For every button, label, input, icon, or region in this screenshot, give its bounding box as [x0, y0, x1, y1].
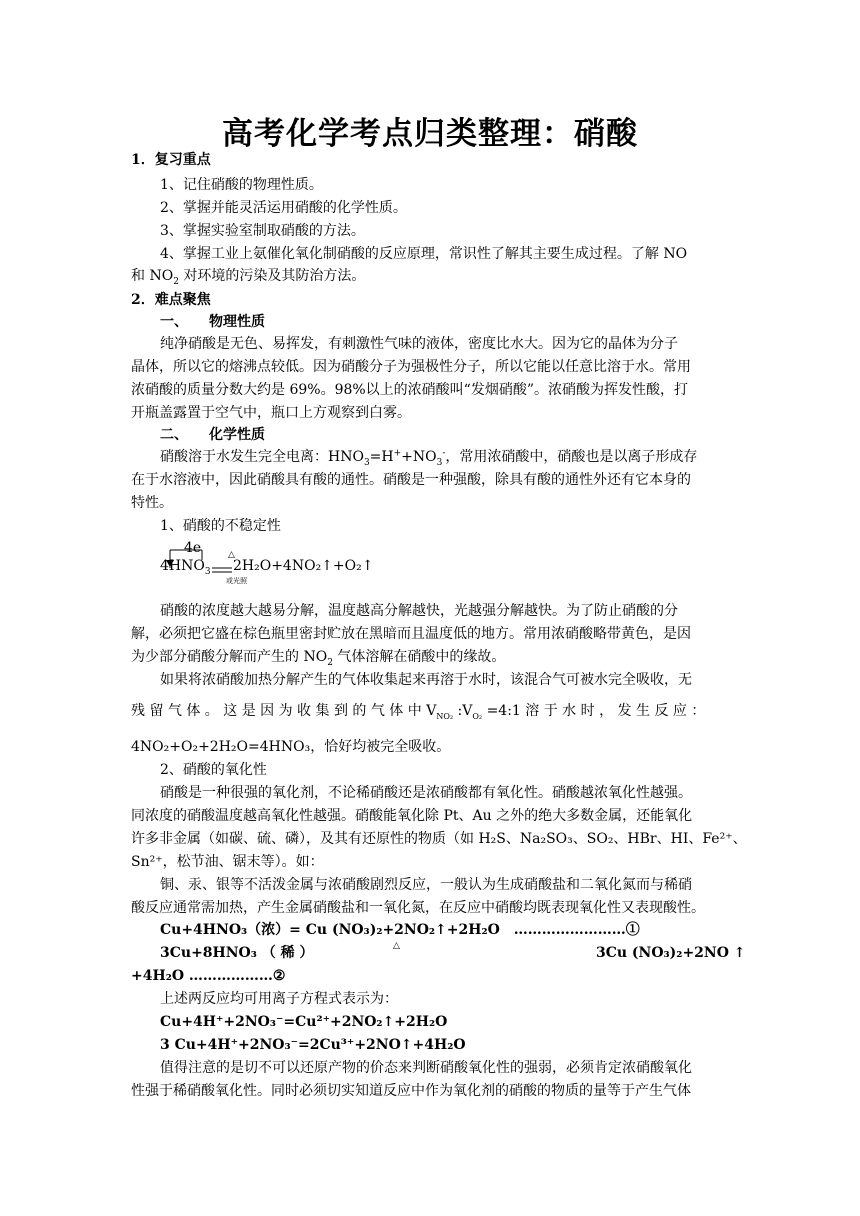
paragraph-line: 解，必须把它盛在棕色瓶里密封贮放在黑暗而且温度低的地方。常用浓硝酸略带黄色，是因 — [131, 626, 691, 642]
subscript: 3 — [363, 457, 370, 468]
paragraph-line: 硝酸的浓度越大越易分解，温度越高分解越快，光越强分解越快。为了防止硝酸的分 — [160, 603, 678, 619]
reactant — [160, 558, 211, 577]
paragraph-line: 如果将浓硝酸加热分解产生的气体收集起来再溶于水时，该混合气可被水完全吸收，无 — [160, 672, 692, 688]
text: 为少部分硝酸分解而产生的 NO — [131, 649, 328, 665]
heat-symbol: △ — [393, 941, 400, 951]
list-item: 2、掌握并能灵活运用硝酸的化学性质。 — [160, 200, 407, 216]
paragraph-line — [131, 701, 731, 721]
subscript: 2 — [327, 657, 333, 668]
paragraph-line: 上述两反应均可用离子方程式表示为： — [160, 991, 398, 1007]
heading-text: 1．复习重点 — [131, 152, 211, 168]
paragraph-line: 纯净硝酸是无色、易挥发，有刺激性气味的液体，密度比水大。因为它的晶体为分子 — [160, 336, 678, 352]
paragraph-line: 铜、汞、银等不活泼金属与浓硝酸剧烈反应，一般认为生成硝酸盐和二氧化氮而与稀硝 — [160, 877, 692, 893]
subscript: 3 — [204, 566, 211, 577]
paragraph-line: 4NO₂+O₂+2H₂O=4HNO₃，恰好均被完全吸收。 — [131, 739, 451, 755]
text: =H — [369, 449, 394, 465]
heat-symbol: △ — [228, 550, 235, 560]
superscript: + — [393, 448, 402, 459]
paragraph-line: 值得注意的是切不可以还原产物的价态来判断硝酸氧化性的强弱，必须肯定浓硝酸氧化 — [160, 1060, 692, 1076]
paragraph-line — [160, 447, 760, 467]
equation-concentrated: Cu+4HNO₃（浓）= Cu (NO₃)₂+2NO₂↑+2H₂O ……………………① — [160, 922, 640, 938]
paragraph-line: 性强于稀硝酸氧化性。同时必须切实知道反应中作为氧化剂的硝酸的物质的量等于产生气体 — [131, 1083, 691, 1099]
section-heading-focus: 2．难点聚焦 — [131, 292, 211, 308]
list-item-continuation — [131, 266, 731, 286]
text: 硝酸溶于水发生完全电离：HNO — [160, 449, 364, 465]
text: 4HNO — [160, 558, 205, 574]
subscript: NO₂ — [436, 711, 454, 721]
superscript: - — [442, 448, 446, 459]
subheading-chemical: 二、 化学性质 — [160, 427, 265, 443]
paragraph-line: 在于水溶液中，因此硝酸具有酸的通性。硝酸是一种强酸，除具有酸的通性外还有它本身的 — [131, 472, 691, 488]
paragraph-line: Sn²⁺，松节油、锯末等）。如： — [131, 854, 324, 870]
text: 和 NO — [131, 268, 174, 284]
section-heading-review — [131, 150, 731, 170]
text: 对环境的污染及其防治方法。 — [178, 268, 366, 284]
electron-count: 4e — [184, 540, 202, 556]
paragraph-line: 晶体，所以它的熔沸点较低。因为硝酸分子为强极性分子，所以它能以任意比溶于水。常用 — [131, 359, 691, 375]
list-item: 4、掌握工业上氨催化氧化制硝酸的反应原理，常识性了解其主要生成过程。了解 NO — [160, 246, 688, 262]
text: :V — [453, 703, 473, 719]
subscript: 2 — [173, 276, 179, 287]
text: 残 留 气 体 。 这 是 因 为 收 集 到 的 气 体 中 V — [131, 703, 437, 719]
paragraph-line: 硝酸是一种很强的氧化剂，不论稀硝酸还是浓硝酸都有氧化性。硝酸越浓氧化性越强。 — [160, 785, 692, 801]
paragraph-line: 浓硝酸的质量分数大约是 69%。98%以上的浓硝酸叫“发烟硝酸”。浓硝酸为挥发性酸，打 — [131, 382, 688, 398]
subscript: O₂ — [472, 711, 483, 721]
paragraph-line: 许多非金属（如碳、硫、磷），及其有还原性的物质（如 H₂S、Na₂SO₃、SO₂、HBr、HI、Fe²⁺、 — [131, 831, 747, 847]
paragraph-line: 开瓶盖露置于空气中，瓶口上方观察到白雾。 — [131, 405, 411, 421]
ionic-equation: 3 Cu+4H⁺+2NO₃⁻=2Cu³⁺+2NO↑+4H₂O — [160, 1037, 466, 1053]
text: =4:1 溶 于 水 时 ， 发 生 反 应 ： — [482, 703, 706, 719]
page-title: 高考化学考点归类整理：硝酸 — [222, 116, 638, 152]
subheading-physical: 一、 物理性质 — [160, 314, 265, 330]
ionic-equation: Cu+4H⁺+2NO₃⁻=Cu²⁺+2NO₂↑+2H₂O — [160, 1014, 448, 1030]
paragraph-line: 酸反应通常需加热，产生金属硝酸盐和一氧化氮，在反应中硝酸均既表现氧化性又表现酸性。 — [131, 900, 705, 916]
subscript: 3 — [436, 457, 443, 468]
equation-dilute-right: 3Cu (NO₃)₂+2NO ↑ — [596, 945, 746, 961]
equation-dilute-tail: +4H₂O ………………② — [131, 968, 286, 984]
reaction-condition: 或光照 — [226, 577, 247, 585]
list-item: 1、记住硝酸的物理性质。 — [160, 177, 323, 193]
paragraph-line: 同浓度的硝酸温度越高氧化性越强。硝酸能氧化除 Pt、Au 之外的绝大多数金属，还能氧化 — [131, 808, 693, 824]
paragraph-line: 特性。 — [131, 495, 173, 511]
paragraph-line — [131, 647, 731, 667]
subheading-unstable: 1、硝酸的不稳定性 — [160, 518, 281, 534]
subheading-oxidation: 2、硝酸的氧化性 — [160, 762, 267, 778]
products: 2H₂O+4NO₂↑+O₂↑ — [233, 558, 374, 574]
text: +NO — [401, 449, 437, 465]
equation-dilute-left: 3Cu+8HNO₃ （ 稀 ） — [160, 945, 314, 961]
list-item: 3、掌握实验室制取硝酸的方法。 — [160, 223, 365, 239]
text: 气体溶解在硝酸中的缘故。 — [332, 649, 506, 665]
text: ，常用浓硝酸中，硝酸也是以离子形成存 — [445, 449, 698, 465]
decomposition-equation — [160, 540, 460, 586]
